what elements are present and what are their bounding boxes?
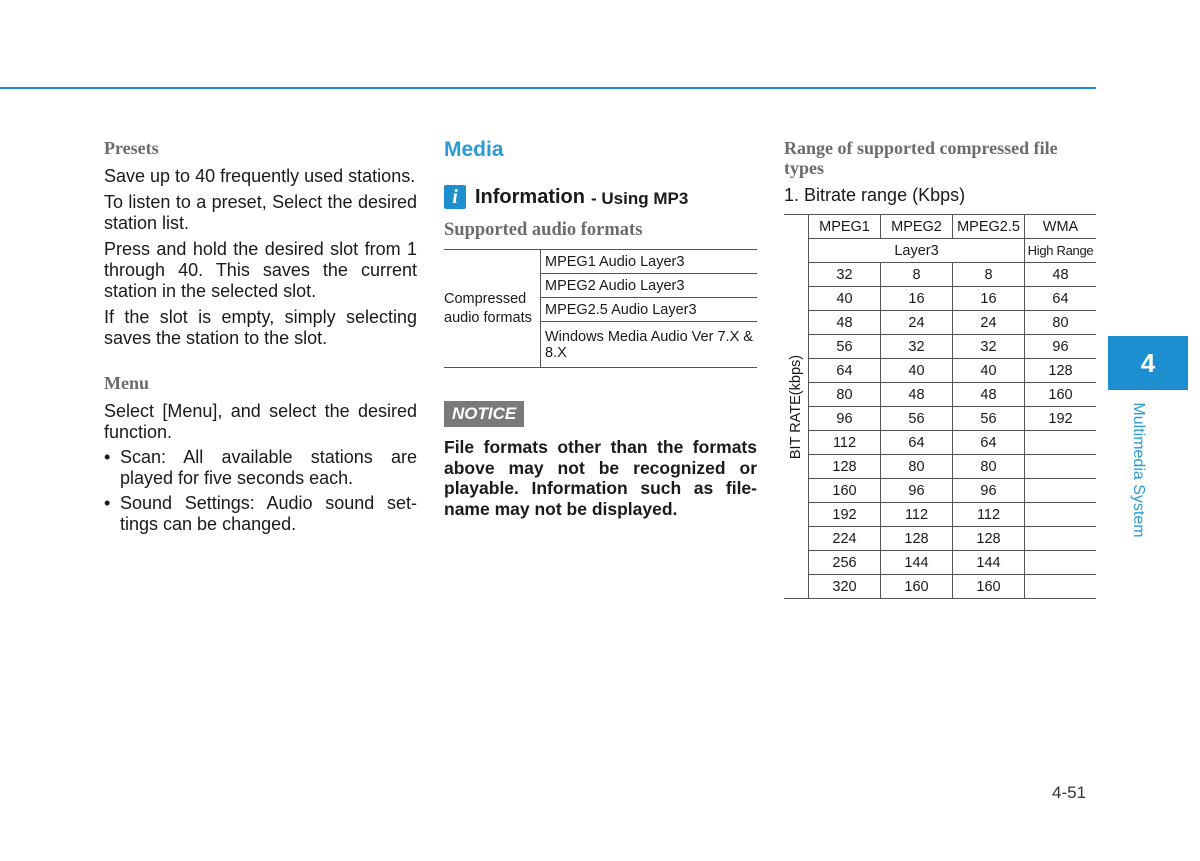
table-cell: 56 [881, 407, 953, 431]
table-row [784, 263, 1096, 287]
table-row [784, 575, 1096, 599]
table-row [784, 359, 1096, 383]
table-cell: 80 [1025, 311, 1097, 335]
table-cell: 160 [953, 575, 1025, 599]
table-cell: 32 [953, 335, 1025, 359]
table-cell: 8 [953, 263, 1025, 287]
table-cell: 24 [881, 311, 953, 335]
format-cell: MPEG2.5 Audio Layer3 [541, 298, 758, 322]
page-number: 4-51 [1052, 783, 1087, 802]
table-cell [1025, 551, 1097, 575]
table-cell: 96 [881, 479, 953, 503]
layer-label: Layer3 [809, 239, 1025, 263]
formats-label: Compressed audio formats [444, 250, 541, 368]
table-cell: 40 [881, 359, 953, 383]
presets-heading: Presets [104, 138, 159, 158]
table-cell [1025, 455, 1097, 479]
range-heading: Range of supported compressed file types [784, 138, 1058, 178]
table-cell: 112 [953, 503, 1025, 527]
bullet-icon: • [104, 493, 111, 513]
table-cell: 96 [953, 479, 1025, 503]
table-cell: 48 [809, 311, 881, 335]
media-title: Media [444, 138, 504, 161]
table-cell [1025, 527, 1097, 551]
table-row [784, 479, 1096, 503]
table-cell: 224 [809, 527, 881, 551]
table-cell: 320 [809, 575, 881, 599]
chapter-title: Multimedia System [1130, 402, 1147, 538]
format-cell: Windows Media Audio Ver 7.X & 8.X [545, 328, 753, 361]
bitrate-table-body [784, 215, 1096, 599]
top-rule [0, 87, 1096, 89]
information-title: Information [475, 185, 585, 208]
table-row [784, 551, 1096, 575]
presets-paragraph-1: Save up to 40 frequently used stations. [104, 166, 416, 186]
table-row [784, 383, 1096, 407]
table-row [784, 527, 1096, 551]
table-cell: 32 [809, 263, 881, 287]
table-cell: 64 [953, 431, 1025, 455]
table-cell [1025, 479, 1097, 503]
table-cell: 160 [1025, 383, 1097, 407]
table-row [784, 431, 1096, 455]
table-cell: 96 [809, 407, 881, 431]
table-cell: 16 [881, 287, 953, 311]
bullet-item [104, 447, 417, 489]
table-cell: 80 [953, 455, 1025, 479]
notice-text: File formats other than the formats above may not be recognized or playable. Information such as file-name may not be displayed. [444, 437, 757, 519]
table-cell: 144 [881, 551, 953, 575]
table-cell: 128 [881, 527, 953, 551]
bullet-item [104, 493, 417, 535]
table-cell: 40 [809, 287, 881, 311]
chapter-number-tab: 4 [1108, 336, 1188, 390]
table-cell: 80 [881, 455, 953, 479]
table-cell [1025, 431, 1097, 455]
bitrate-subheading: 1. Bitrate range (Kbps) [784, 185, 966, 205]
bullet-text: Scan: All available stations are played for five seconds each. [120, 447, 417, 488]
table-row [784, 455, 1096, 479]
format-cell: MPEG1 Audio Layer3 [541, 250, 758, 274]
bitrate-axis-label: BIT RATE(kbps) [788, 354, 804, 459]
presets-paragraph-3: Press and hold the desired slot from 1 through 40. This saves the current station in the selected slot. [104, 239, 417, 301]
table-cell: 56 [953, 407, 1025, 431]
bullet-text: Sound Settings: Audio sound set-tings can be changed. [120, 493, 417, 534]
table-cell [1025, 503, 1097, 527]
table-cell: 128 [953, 527, 1025, 551]
table-cell: 40 [953, 359, 1025, 383]
table-cell: 8 [881, 263, 953, 287]
table-cell: 144 [953, 551, 1025, 575]
table-cell: 96 [1025, 335, 1097, 359]
presets-paragraph-2: To listen to a preset, Select the desired station list. [104, 192, 417, 233]
table-cell: 32 [881, 335, 953, 359]
table-header-row [784, 215, 1096, 239]
table-cell: 64 [809, 359, 881, 383]
table-cell: 112 [881, 503, 953, 527]
table-cell: 80 [809, 383, 881, 407]
bitrate-table [784, 214, 1096, 599]
table-cell: 160 [881, 575, 953, 599]
table-row [784, 503, 1096, 527]
notice-badge: NOTICE [444, 401, 524, 427]
information-header [444, 184, 757, 210]
table-cell: 64 [1025, 287, 1097, 311]
info-icon: i [444, 185, 466, 209]
menu-bullet-list [104, 447, 417, 535]
table-cell: 128 [1025, 359, 1097, 383]
table-cell: 24 [953, 311, 1025, 335]
axis-cell [784, 215, 809, 599]
right-column [784, 138, 1096, 599]
table-cell: 192 [809, 503, 881, 527]
table-row [444, 250, 757, 274]
format-cell: MPEG2 Audio Layer3 [541, 274, 758, 298]
table-cell: 48 [1025, 263, 1097, 287]
column-header: MPEG2.5 [953, 215, 1025, 239]
information-subtitle: - Using MP3 [591, 189, 689, 208]
column-header: MPEG1 [809, 215, 881, 239]
table-cell: 192 [1025, 407, 1097, 431]
table-cell: 256 [809, 551, 881, 575]
table-row [784, 407, 1096, 431]
formats-heading: Supported audio formats [444, 220, 643, 240]
menu-heading: Menu [104, 373, 149, 393]
menu-paragraph: Select [Menu], and select the desired function. [104, 401, 417, 442]
left-column [104, 138, 417, 535]
formats-table [444, 249, 757, 368]
table-row [784, 287, 1096, 311]
middle-column [444, 138, 757, 519]
table-cell: 112 [809, 431, 881, 455]
wma-range-label: High Range [1025, 239, 1097, 263]
table-cell: 56 [809, 335, 881, 359]
table-cell: 64 [881, 431, 953, 455]
column-header: WMA [1025, 215, 1097, 239]
table-row [784, 335, 1096, 359]
table-cell [1025, 575, 1097, 599]
table-cell: 160 [809, 479, 881, 503]
table-subheader-row [784, 239, 1096, 263]
table-cell: 48 [953, 383, 1025, 407]
column-header: MPEG2 [881, 215, 953, 239]
presets-paragraph-4: If the slot is empty, simply selecting saves the station to the slot. [104, 307, 417, 348]
table-row [784, 311, 1096, 335]
bullet-icon: • [104, 447, 111, 467]
table-cell: 16 [953, 287, 1025, 311]
table-cell: 128 [809, 455, 881, 479]
table-cell: 48 [881, 383, 953, 407]
